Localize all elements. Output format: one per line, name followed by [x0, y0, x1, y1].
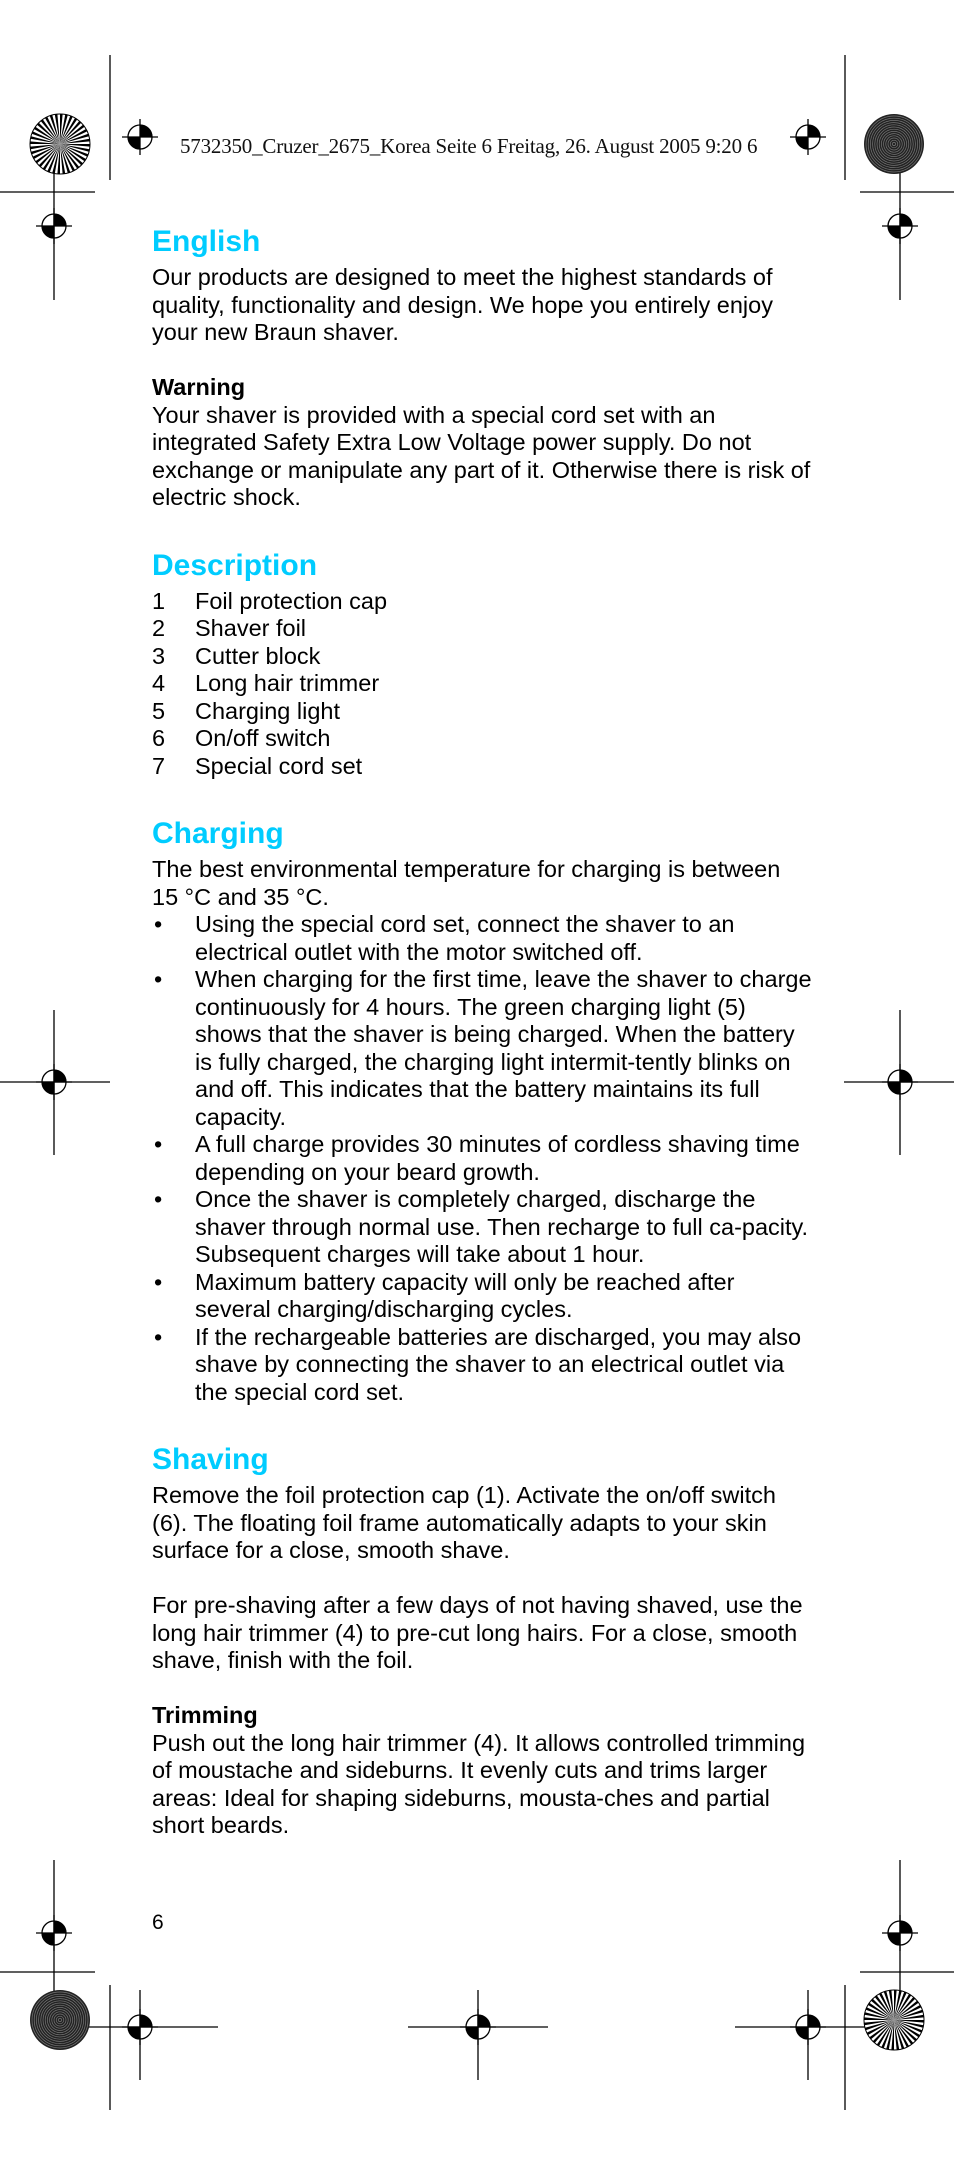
trimming-title: Trimming: [152, 1702, 258, 1728]
heading-charging: Charging: [152, 817, 284, 850]
list-item: 7 Special cord set: [152, 752, 363, 779]
starburst-icon: [30, 1990, 90, 2050]
warning-title: Warning: [152, 374, 246, 400]
list-item: 3 Cutter block: [152, 642, 321, 669]
list-item: 1 Foil protection cap: [152, 587, 388, 614]
heading-description: Description: [152, 548, 318, 582]
intro-paragraph: Our products are designed to meet the highest standards of quality, functionality and design. We hope you entirely enjoy your new Braun shaver.: [152, 264, 773, 345]
list-item: 4 Long hair trimmer: [152, 670, 380, 696]
list-item: 5 Charging light: [152, 697, 341, 724]
warning-text: Your shaver is provided with a special cord set with an integrated Safety Extra Low Voltage power supply. Do not exchange or manipulate any part of it. Otherwise there is risk of electric shock.: [152, 401, 811, 510]
charging-bullets: [152, 911, 812, 1406]
list-item: • Maximum battery capacity will only be reached after several charging/discharging cycles.: [154, 1268, 735, 1322]
starburst-icon: [30, 114, 90, 174]
page-number: 6: [152, 1911, 164, 1934]
starburst-icon: [864, 114, 924, 174]
list-item: • If the rechargeable batteries are discharged, you may also shave by connecting the shaver to an electrical outlet via the special cord set.: [154, 1323, 802, 1405]
list-item: • When charging for the first time, leave the shaver to charge continuously for 4 hours. The green charging light (5) shows that the shaver is being charged. When the battery is fully charged, the charging light intermit-tently blinks on and off. This indicates that the battery maintains its full capacity.: [154, 966, 812, 1130]
heading-shaving: Shaving: [152, 1443, 269, 1476]
heading-english: English: [152, 225, 261, 258]
list-item: 6 On/off switch: [152, 725, 331, 751]
shaving-paragraph: Remove the foil protection cap (1). Activate the on/off switch (6). The floating foil frame automatically adapts to your skin surface for a close, smooth shave.: [152, 1482, 776, 1563]
list-item: 2 Shaver foil: [152, 615, 307, 641]
list-item: • Using the special cord set, connect the shaver to an electrical outlet with the motor switched off.: [154, 911, 735, 965]
list-item: • A full charge provides 30 minutes of cordless shaving time depending on your beard growth.: [154, 1131, 800, 1185]
charging-intro: The best environmental temperature for charging is between 15 °C and 35 °C.: [152, 856, 781, 910]
parts-list: [152, 588, 812, 781]
manual-content: [152, 224, 812, 1840]
trimming-text: Push out the long hair trimmer (4). It allows controlled trimming of moustache and sideburns. It evenly cuts and trims larger areas: Ideal for shaping sideburns, mousta-ches and partial short beards.: [152, 1729, 806, 1838]
preshave-paragraph: For pre-shaving after a few days of not having shaved, use the long hair trimmer (4) to pre-cut long hairs. For a close, smooth shave, finish with the foil.: [152, 1592, 803, 1673]
list-item: • Once the shaver is completely charged, discharge the shaver through normal use. Then recharge to full ca-pacity. Subsequent charges will take about 1 hour.: [154, 1186, 809, 1267]
print-slug: 5732350_Cruzer_2675_Korea Seite 6 Freitag, 26. August 2005 9:20 6: [180, 134, 758, 158]
starburst-icon: [864, 1990, 924, 2050]
